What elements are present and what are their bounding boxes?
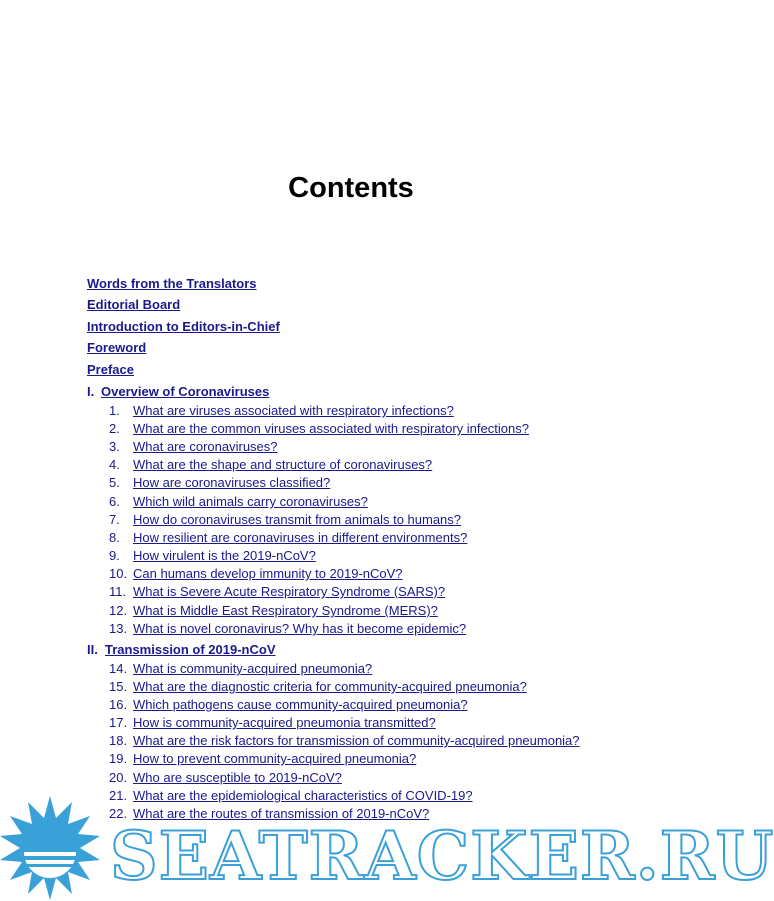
item-number: 11.: [109, 584, 127, 599]
toc-link-foreword[interactable]: Foreword: [87, 340, 147, 355]
item-label: How virulent is the 2019-nCoV?: [133, 548, 316, 563]
item-number: 17.: [109, 715, 128, 730]
item-label: Which pathogens cause community-acquired pneumonia?: [133, 697, 468, 712]
section-label: Overview of Coronaviruses: [101, 384, 270, 399]
item-label: What are the diagnostic criteria for community-acquired pneumonia?: [133, 679, 527, 694]
item-label: How are coronaviruses classified?: [133, 475, 331, 490]
item-number: 3.: [109, 439, 120, 454]
item-number: 13.: [109, 621, 128, 636]
toc-item[interactable]: [109, 679, 527, 695]
toc-link-editors-in-chief[interactable]: Introduction to Editors-in-Chief: [87, 319, 280, 334]
item-number: 22.: [109, 806, 128, 821]
item-label: What are the routes of transmission of 2019-nCoV?: [133, 806, 430, 821]
toc-item[interactable]: [109, 403, 454, 419]
item-label: What is Middle East Respiratory Syndrome (MERS)?: [133, 603, 438, 618]
item-number: 4.: [109, 457, 120, 472]
toc-item[interactable]: [109, 494, 368, 510]
item-label: How to prevent community-acquired pneumonia?: [133, 751, 417, 766]
item-number: 10.: [109, 566, 128, 581]
item-number: 15.: [109, 679, 128, 694]
toc-item[interactable]: [109, 584, 445, 600]
item-label: What is community-acquired pneumonia?: [133, 661, 373, 676]
toc-item[interactable]: [109, 733, 580, 749]
item-number: 20.: [109, 770, 128, 785]
item-label: Who are susceptible to 2019-nCoV?: [133, 770, 342, 785]
item-number: 21.: [109, 788, 128, 803]
item-number: 19.: [109, 751, 128, 766]
item-label: What is Severe Acute Respiratory Syndrome (SARS)?: [133, 584, 446, 599]
item-label: Which wild animals carry coronaviruses?: [133, 494, 368, 509]
toc-item[interactable]: [109, 751, 416, 767]
item-label: What are the shape and structure of coronaviruses?: [133, 457, 433, 472]
toc-link-editorial-board[interactable]: Editorial Board: [87, 297, 181, 312]
item-label: What are viruses associated with respiratory infections?: [133, 403, 454, 418]
toc-section-2[interactable]: [87, 642, 276, 658]
toc-link-translators[interactable]: Words from the Translators: [87, 276, 257, 291]
item-label: How do coronaviruses transmit from animals to humans?: [133, 512, 462, 527]
item-number: 5.: [109, 475, 120, 490]
item-label: What are the common viruses associated with respiratory infections?: [133, 421, 529, 436]
toc-item[interactable]: [109, 421, 529, 437]
item-label: What are the epidemiological characteristics of COVID-19?: [133, 788, 473, 803]
item-label: How is community-acquired pneumonia transmitted?: [133, 715, 436, 730]
item-number: 14.: [109, 661, 128, 676]
item-number: 7.: [109, 512, 120, 527]
item-number: 8.: [109, 530, 120, 545]
item-number: 2.: [109, 421, 120, 436]
toc-item[interactable]: [109, 548, 316, 564]
item-number: 12.: [109, 603, 128, 618]
toc-item[interactable]: [109, 603, 438, 619]
toc-item[interactable]: [109, 661, 372, 677]
item-number: 6.: [109, 494, 120, 509]
toc-section-1[interactable]: [87, 384, 269, 400]
toc-item[interactable]: [109, 475, 330, 491]
sun-burst-icon: [0, 796, 100, 900]
section-label: Transmission of 2019-nCoV: [105, 642, 276, 657]
watermark-text: SEATRACKER.RU: [110, 817, 774, 895]
toc-item[interactable]: [109, 697, 468, 713]
item-number: 1.: [109, 403, 120, 418]
section-number: II.: [87, 642, 98, 657]
toc-item[interactable]: [109, 439, 278, 455]
toc-item[interactable]: [109, 621, 466, 637]
toc-item[interactable]: [109, 530, 467, 546]
item-label: Can humans develop immunity to 2019-nCoV?: [133, 566, 403, 581]
item-label: What are the risk factors for transmission of community-acquired pneumonia?: [133, 733, 580, 748]
toc-item[interactable]: [109, 770, 342, 786]
toc-link-preface[interactable]: Preface: [87, 362, 134, 377]
item-number: 16.: [109, 697, 128, 712]
toc-item[interactable]: [109, 457, 432, 473]
toc-item[interactable]: [109, 512, 461, 528]
section-number: I.: [87, 384, 95, 399]
item-number: 18.: [109, 733, 128, 748]
item-label: What is novel coronavirus? Why has it become epidemic?: [133, 621, 467, 636]
item-label: What are coronaviruses?: [133, 439, 278, 454]
item-label: How resilient are coronaviruses in different environments?: [133, 530, 468, 545]
toc-item[interactable]: [109, 566, 403, 582]
page-title: Contents: [288, 172, 414, 204]
toc-item[interactable]: [109, 715, 436, 731]
item-number: 9.: [109, 548, 120, 563]
